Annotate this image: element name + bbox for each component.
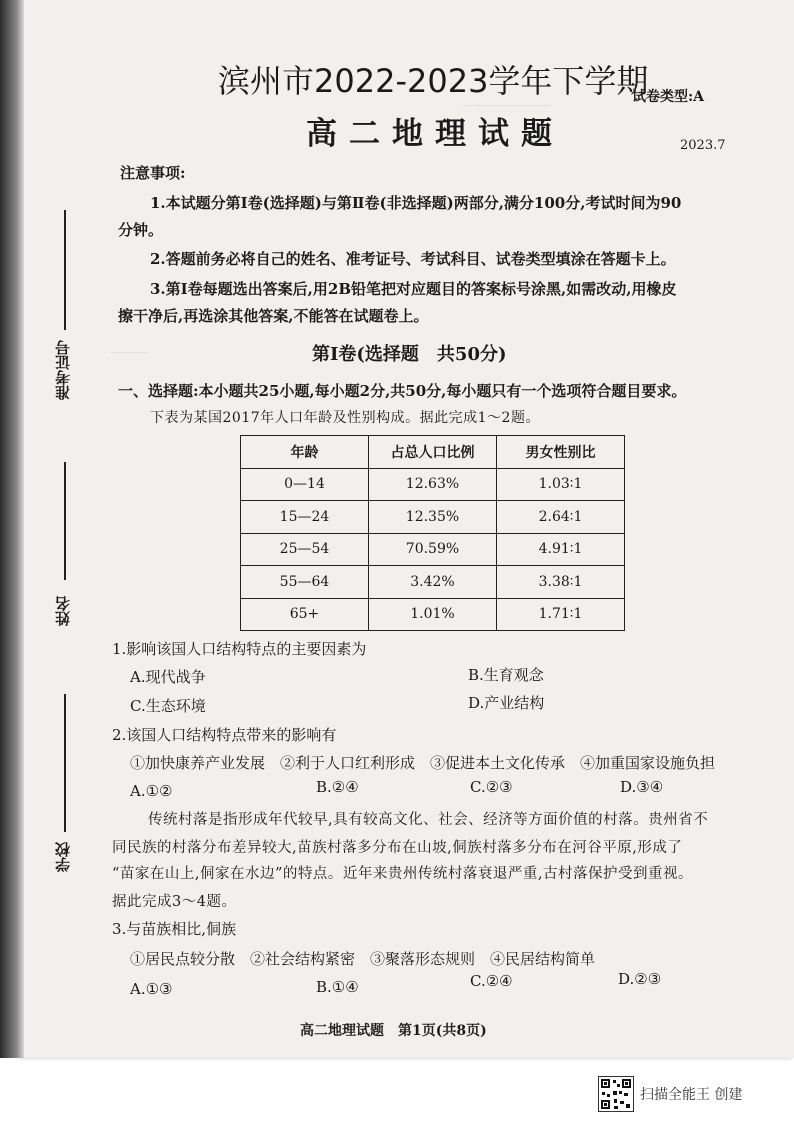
- q1-option-b: B.生育观念: [468, 666, 544, 684]
- notice-heading: 注意事项:: [120, 164, 186, 182]
- exam-date: 2023.7: [680, 138, 726, 153]
- table-header: 男女性别比: [497, 436, 625, 469]
- group1-intro: 下表为某国2017年人口年龄及性别构成。据此完成1～2题。: [150, 410, 540, 426]
- paper-type: 试卷类型:A: [632, 89, 705, 105]
- table-header-row: [241, 436, 625, 469]
- binding-edge: [0, 0, 24, 1058]
- bleed-through-text: ———: [110, 345, 149, 360]
- notice-item-2: 2.答题前务必将自己的姓名、准考证号、考试科目、试卷类型填涂在答题卡上。: [150, 250, 676, 268]
- section-instruction: 一、选择题:本小题共25小题,每小题2分,共50分,每小题只有一个选项符合题目要求。: [118, 382, 687, 400]
- table-cell: 0—14: [241, 468, 369, 501]
- q2-stem: 2.该国人口结构特点带来的影响有: [112, 726, 337, 744]
- table-cell: 12.35%: [369, 501, 497, 534]
- notice-item-3: 3.第Ⅰ卷每题选出答案后,用2B铅笔把对应题目的答案标号涂黑,如需改动,用橡皮: [150, 280, 677, 298]
- table-row: [241, 468, 625, 501]
- q2-option-c: C.②③: [470, 778, 513, 796]
- table-cell: 15—24: [241, 501, 369, 534]
- scanner-watermark: 扫描全能王 创建: [640, 1087, 743, 1103]
- q1-option-d: D.产业结构: [468, 694, 545, 712]
- qr-code-icon: [598, 1076, 634, 1112]
- q3-option-d: D.②③: [618, 970, 662, 988]
- notice-item-3-cont: 擦干净后,再选涂其他答案,不能答在试题卷上。: [118, 307, 429, 325]
- school-label: 学校: [54, 842, 72, 872]
- q1-option-c: C.生态环境: [130, 697, 206, 715]
- table-row: [241, 533, 625, 566]
- table-cell: 2.64∶1: [497, 501, 625, 534]
- table-cell: 1.71∶1: [497, 598, 625, 631]
- q3-option-c: C.②④: [470, 972, 513, 990]
- q1-option-a: A.现代战争: [130, 668, 206, 686]
- name-label: 姓名: [54, 596, 72, 626]
- table-row: [241, 566, 625, 599]
- q3-stem: 3.与苗族相比,侗族: [112, 920, 237, 938]
- notice-item-1: 1.本试题分第Ⅰ卷(选择题)与第Ⅱ卷(非选择题)两部分,满分100分,考试时间为90: [150, 194, 682, 212]
- notice-item-1-cont: 分钟。: [118, 221, 164, 239]
- sidebar-line: [64, 462, 66, 580]
- table-row: [241, 598, 625, 631]
- q2-option-a: A.①②: [130, 782, 173, 800]
- subject-title: 高二地理试题: [306, 116, 564, 152]
- table-cell: 25—54: [241, 533, 369, 566]
- table-cell: 4.91∶1: [497, 533, 625, 566]
- sidebar-line: [64, 210, 66, 330]
- passage-line-1: 传统村落是指形成年代较早,具有较高文化、社会、经济等方面价值的村落。贵州省不: [148, 812, 709, 828]
- table-cell: 1.03∶1: [497, 468, 625, 501]
- q3-items: ①居民点较分散 ②社会结构紧密 ③聚落形态规则 ④民居结构简单: [130, 950, 596, 968]
- table-cell: 1.01%: [369, 598, 497, 631]
- table-cell: 55—64: [241, 566, 369, 599]
- table-cell: 12.63%: [369, 468, 497, 501]
- section-heading: 第Ⅰ卷(选择题 共50分): [312, 344, 507, 365]
- page-footer: 高二地理试题 第1页(共8页): [300, 1023, 487, 1039]
- q3-option-b: B.①④: [316, 978, 359, 996]
- exam-id-label: 准考证号: [54, 340, 72, 400]
- q2-option-d: D.③④: [620, 778, 664, 796]
- table-cell: 3.42%: [369, 566, 497, 599]
- passage-line-4: 据此完成3～4题。: [112, 894, 237, 910]
- bleed-through-text: ———————: [460, 98, 551, 113]
- table-cell: 70.59%: [369, 533, 497, 566]
- table-header: 年龄: [241, 436, 369, 469]
- passage-line-3: “苗家在山上,侗家在水边”的特点。近年来贵州传统村落衰退严重,古村落保护受到重视。: [112, 866, 694, 882]
- population-table: [240, 435, 625, 631]
- sidebar-line: [64, 694, 66, 832]
- main-title: 滨州市2022-2023学年下学期: [218, 62, 649, 100]
- q2-option-b: B.②④: [316, 778, 359, 796]
- q3-option-a: A.①③: [130, 980, 173, 998]
- q2-items: ①加快康养产业发展 ②利于人口红利形成 ③促进本土文化传承 ④加重国家设施负担: [130, 754, 716, 772]
- q1-stem: 1.影响该国人口结构特点的主要因素为: [112, 640, 367, 658]
- table-header: 占总人口比例: [369, 436, 497, 469]
- table-row: [241, 501, 625, 534]
- passage-line-2: 同民族的村落分布差异较大,苗族村落多分布在山坡,侗族村落多分布在河谷平原,形成了: [112, 840, 683, 856]
- table-cell: 65+: [241, 598, 369, 631]
- table-cell: 3.38∶1: [497, 566, 625, 599]
